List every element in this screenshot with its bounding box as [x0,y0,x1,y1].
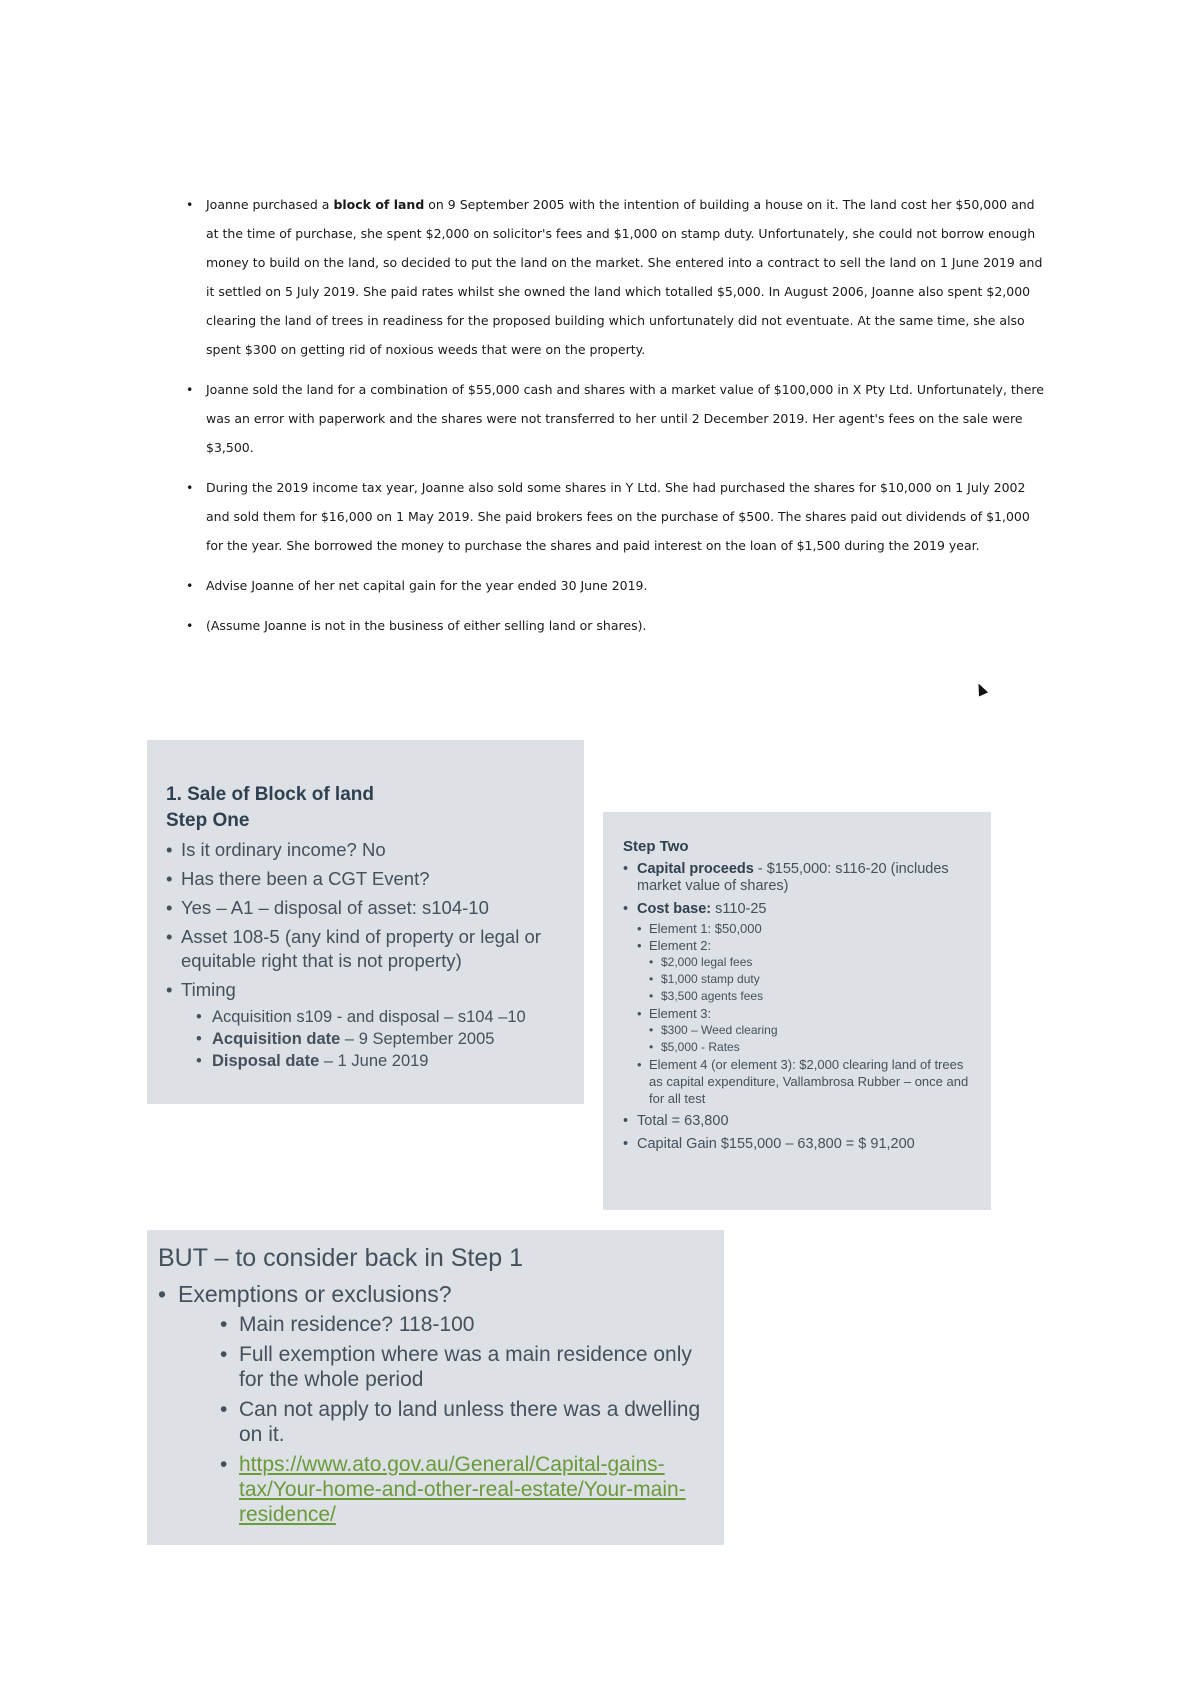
ato-main-residence-link[interactable]: https://www.ato.gov.au/General/Capital-gains-tax/Your-home-and-other-real-estate/Your-main-residence/ [239,1453,686,1526]
element-3: • Element 3: • $300 – Weed clearing • $5,000 - Rates [637,1005,977,1056]
sub-land-dwelling: • Can not apply to land unless there was a dwelling on it. [178,1397,704,1447]
problem-statement [186,190,1046,651]
element-1: • Element 1: $50,000 [637,920,977,937]
slide-step-two [603,812,991,1210]
bullet-asset: • Asset 108-5 (any kind of property or legal or equitable right that is not property) [166,925,564,973]
bullet-a1-disposal: • Yes – A1 – disposal of asset: s104-10 [166,896,564,920]
slide1-bullets [166,838,564,1072]
slide-step-one [147,740,584,1104]
slide2-step: Step Two [623,838,689,855]
bullet-total: • Total = 63,800 [623,1113,977,1130]
slide1-title: 1. Sale of Block of land [166,784,374,805]
problem-item-assumption: • (Assume Joanne is not in the business of either selling land or shares). [186,611,1046,640]
problem-item-shares: • During the 2019 income tax year, Joanne also sold some shares in Y Ltd. She had purchased the shares for $10,000 on 1 July 2002 and sold them for $16,000 on 1 May 2019. She paid brokers fees on the purchase of $500. The shares paid out dividends of $1,000 for the year. She borrowed the money to purchase the shares and paid interest on the loan of $1,500 during the 2019 year. [186,473,1046,560]
sub-full-exemption: • Full exemption where was a main residence only for the whole period [178,1342,704,1392]
timing-disp-date: • Disposal date – 1 June 2019 [181,1050,564,1072]
timing-acq-date: • Acquisition date – 9 September 2005 [181,1028,564,1050]
slide3-title: BUT – to consider back in Step 1 [158,1244,524,1272]
bullet-capital-gain: • Capital Gain $155,000 – 63,800 = $ 91,200 [623,1136,977,1153]
element-3-weed-clearing: • $300 – Weed clearing [649,1022,977,1039]
timing-acq-disp: • Acquisition s109 - and disposal – s104 –10 [181,1006,564,1028]
problem-item-advise: • Advise Joanne of her net capital gain for the year ended 30 June 2019. [186,571,1046,600]
bullet-exemptions: • Exemptions or exclusions? • Main residence? 118-100 • Full exemption where was a main residence only for the whole period • Can not apply to land unless there was a dwelling on it. • https://www.ato.gov.au/General/Capital-gains-tax/Your-home-and-other-real-estate/Your-main-residence/ [158,1278,704,1527]
slide-exemptions [147,1230,724,1545]
sub-ato-link [178,1452,704,1527]
element-4: • Element 4 (or element 3): $2,000 clearing land of trees as capital expenditure, Vallambrosa Rubber – once and for all test [637,1056,977,1107]
bullet-timing: • Timing • Acquisition s109 - and disposal – s104 –10 • Acquisition date – 9 September 2005 • Disposal date – 1 June 2019 [166,978,564,1072]
bullet-ordinary-income: • Is it ordinary income? No [166,838,564,862]
bullet-cost-base: • Cost base: s110-25 • Element 1: $50,000 • Element 2: • $2,000 legal fees • $1,000 stamp duty • $3,500 agents fees • Element 3: • $300 – Weed clearing • $5,000 - Rates • Element 4 (or element 3): $2,000 clearing land of trees as capital expenditure, Vallambrosa Rubber – once and for all test [623,901,977,1107]
mouse-cursor-icon [974,681,988,696]
slide2-bullets [623,861,977,1153]
slide3-bullets [158,1278,704,1527]
slide1-step: Step One [166,810,250,831]
problem-item-land-purchase: • Joanne purchased a block of land on 9 September 2005 with the intention of building a house on it. The land cost her $50,000 and at the time of purchase, she spent $2,000 on solicitor's fees and $1,000 on stamp duty. Unfortunately, she could not borrow enough money to build on the land, so decided to put the land on the market. She entered into a contract to sell the land on 1 June 2019 and it settled on 5 July 2019. She paid rates whilst she owned the land which totalled $5,000. In August 2006, Joanne also spent $2,000 clearing the land of trees in readiness for the proposed building which unfortunately did not eventuate. At the same time, she also spent $300 on getting rid of noxious weeds that were on the property. [186,190,1046,364]
bullet-cgt-event: • Has there been a CGT Event? [166,867,564,891]
element-2-legal-fees: • $2,000 legal fees [649,954,977,971]
element-2-stamp-duty: • $1,000 stamp duty [649,971,977,988]
element-2: • Element 2: • $2,000 legal fees • $1,000 stamp duty • $3,500 agents fees [637,937,977,1005]
element-2-agents-fees: • $3,500 agents fees [649,988,977,1005]
bullet-capital-proceeds: • Capital proceeds - $155,000: s116-20 (includes market value of shares) [623,861,977,895]
cost-base-elements [637,920,977,1107]
sub-main-residence: • Main residence? 118-100 [178,1312,704,1337]
timing-sublist [181,1006,564,1072]
element-3-rates: • $5,000 - Rates [649,1039,977,1056]
problem-item-land-sale: • Joanne sold the land for a combination of $55,000 cash and shares with a market value of $100,000 in X Pty Ltd. Unfortunately, there was an error with paperwork and the shares were not transferred to her until 2 December 2019. Her agent's fees on the sale were $3,500. [186,375,1046,462]
bold-block-of-land: block of land [333,197,425,212]
